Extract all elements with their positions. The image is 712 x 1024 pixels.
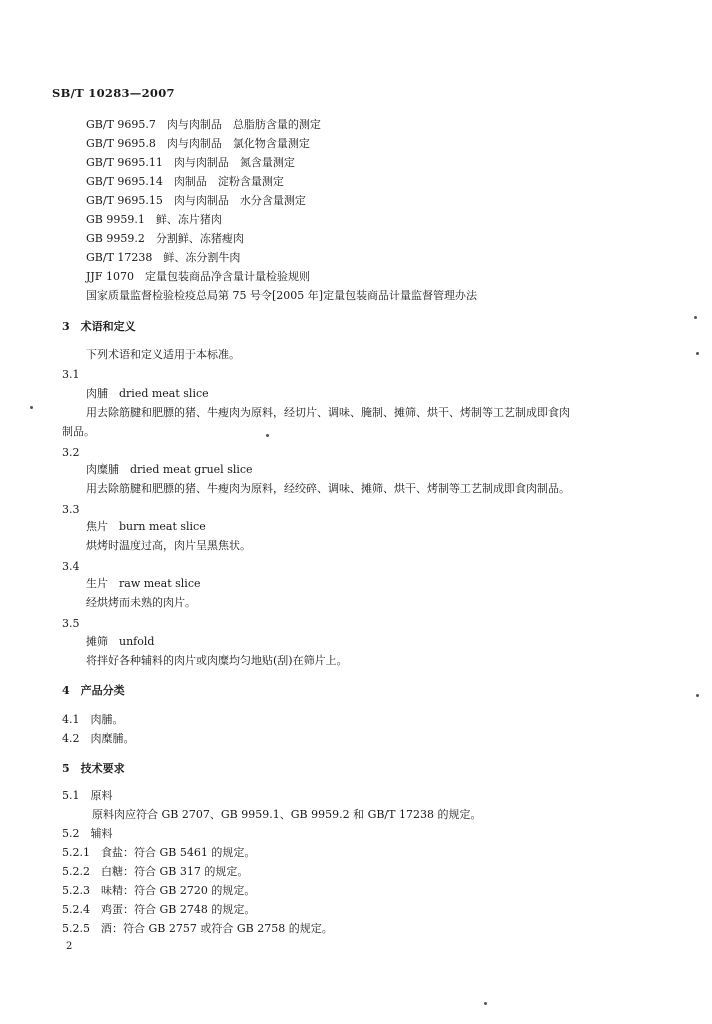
item-5-2-3: 5.2.3 味精：符合 GB 2720 的规定。	[62, 884, 256, 897]
term-3-3-definition: 烘烤时温度过高，肉片呈黑焦状。	[86, 539, 251, 552]
section-5-1-text: 原料肉应符合 GB 2707、GB 9959.1、GB 9959.2 和 GB/T 17238 的规定。	[92, 808, 482, 821]
item-4-2: 4.2 肉糜脯。	[62, 732, 135, 745]
reference-item: GB/T 17238 鲜、冻分割牛肉	[86, 251, 241, 264]
reference-item: GB 9959.2 分割鲜、冻猪瘦肉	[86, 232, 244, 245]
term-3-4-number: 3.4	[62, 560, 80, 573]
term-3-5-name: 摊筛 unfold	[86, 635, 155, 648]
section-3-title: 3 术语和定义	[62, 320, 136, 333]
term-3-1-number: 3.1	[62, 368, 80, 381]
term-3-4-name: 生片 raw meat slice	[86, 577, 201, 590]
document-header: SB/T 10283—2007	[52, 86, 175, 100]
reference-item: GB/T 9695.14 肉制品 淀粉含量测定	[86, 175, 284, 188]
term-3-2-name: 肉糜脯 dried meat gruel slice	[86, 463, 253, 476]
term-3-1-name: 肉脯 dried meat slice	[86, 387, 209, 400]
item-4-1: 4.1 肉脯。	[62, 713, 124, 726]
reference-item: GB/T 9695.8 肉与肉制品 氯化物含量测定	[86, 137, 310, 150]
section-5-title: 5 技术要求	[62, 762, 125, 775]
term-3-4-definition: 经烘烤而未熟的肉片。	[86, 596, 196, 609]
scan-speck	[694, 316, 697, 319]
reference-item: GB/T 9695.11 肉与肉制品 氮含量测定	[86, 156, 295, 169]
scan-speck	[484, 1002, 487, 1005]
section-5-1-title: 5.1 原料	[62, 789, 113, 802]
reference-item: GB 9959.1 鲜、冻片猪肉	[86, 213, 222, 226]
scan-speck	[696, 694, 699, 697]
term-3-1-definition: 用去除筋腱和肥膘的猪、牛瘦肉为原料，经切片、调味、腌制、摊筛、烘干、烤制等工艺制成即食肉	[86, 406, 570, 419]
section-4-title: 4 产品分类	[62, 684, 125, 697]
term-3-2-number: 3.2	[62, 446, 80, 459]
reference-item: JJF 1070 定量包装商品净含量计量检验规则	[86, 270, 310, 283]
item-5-2-2: 5.2.2 白糖：符合 GB 317 的规定。	[62, 865, 249, 878]
term-3-5-number: 3.5	[62, 617, 80, 630]
term-3-5-definition: 将拌好各种辅料的肉片或肉糜均匀地贴(刮)在筛片上。	[86, 654, 348, 667]
item-5-2-5: 5.2.5 酒：符合 GB 2757 或符合 GB 2758 的规定。	[62, 922, 333, 935]
term-3-1-definition-cont: 制品。	[62, 425, 95, 438]
term-3-2-definition: 用去除筋腱和肥膘的猪、牛瘦肉为原料，经绞碎、调味、摊筛、烘干、烤制等工艺制成即食肉制品。	[86, 482, 570, 495]
term-3-3-name: 焦片 burn meat slice	[86, 520, 206, 533]
item-5-2-4: 5.2.4 鸡蛋：符合 GB 2748 的规定。	[62, 903, 256, 916]
section-5-2-title: 5.2 辅料	[62, 827, 113, 840]
reference-item: GB/T 9695.15 肉与肉制品 水分含量测定	[86, 194, 306, 207]
scan-speck	[30, 406, 33, 409]
scan-speck	[696, 352, 699, 355]
reference-item: 国家质量监督检验检疫总局第 75 号令[2005 年]定量包装商品计量监督管理办法	[86, 289, 478, 302]
section-3-intro: 下列术语和定义适用于本标准。	[86, 348, 240, 361]
item-5-2-1: 5.2.1 食盐：符合 GB 5461 的规定。	[62, 846, 256, 859]
reference-item: GB/T 9695.7 肉与肉制品 总脂肪含量的测定	[86, 118, 321, 131]
term-3-3-number: 3.3	[62, 503, 80, 516]
scan-speck	[266, 434, 269, 437]
page-number: 2	[66, 941, 73, 952]
